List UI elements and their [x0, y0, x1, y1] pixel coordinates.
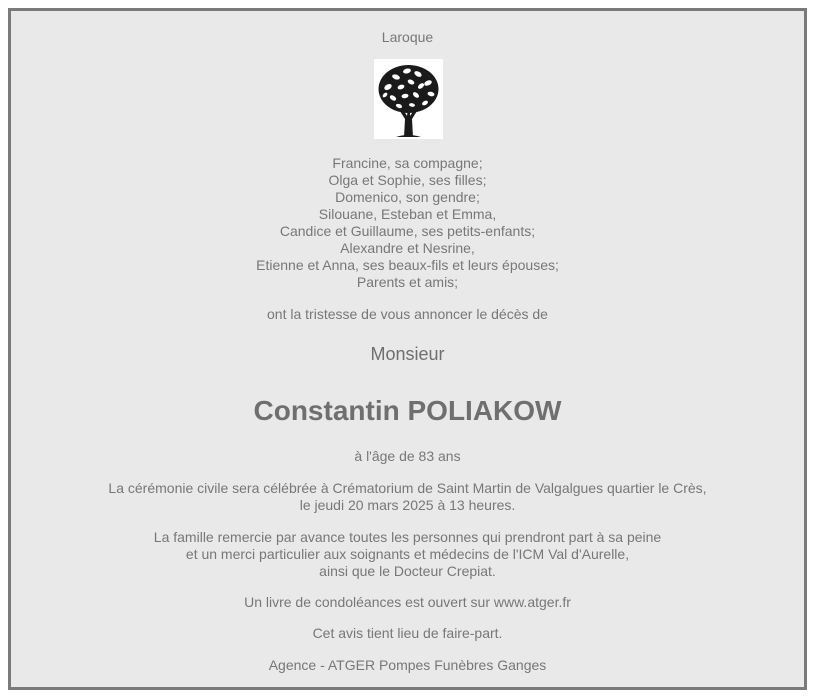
- age-text: à l'âge de 83 ans: [354, 448, 461, 464]
- deceased-name: Constantin POLIAKOW: [253, 395, 562, 426]
- family-line: Francine, sa compagne;: [332, 155, 483, 171]
- family-line: Silouane, Esteban et Emma,: [318, 206, 497, 222]
- civility-title: Monsieur: [370, 344, 445, 364]
- condolences-text: Un livre de condoléances est ouvert sur www.atger.fr: [244, 594, 571, 610]
- ceremony-line: La cérémonie civile sera célébrée à Crématorium de Saint Martin de Valgalgues quartier le Crès,: [108, 480, 707, 496]
- ceremony-line: le jeudi 20 mars 2025 à 13 heures.: [299, 497, 516, 513]
- thanks-line: et un merci particulier aux soignants et médecins de l'ICM Val d'Aurelle,: [185, 546, 630, 562]
- family-line: Etienne et Anna, ses beaux-fils et leurs épouses;: [256, 257, 559, 273]
- family-line: Candice et Guillaume, ses petits-enfants;: [279, 223, 536, 239]
- family-line: Parents et amis;: [356, 274, 459, 290]
- family-line: Domenico, son gendre;: [335, 189, 480, 205]
- thanks-line: ainsi que le Docteur Crepiat.: [319, 563, 496, 579]
- agency-name: Agence - ATGER Pompes Funèbres Ganges: [268, 657, 547, 673]
- family-list: [11, 155, 804, 291]
- thanks-message: [11, 529, 804, 580]
- family-line: Alexandre et Nesrine,: [340, 240, 475, 256]
- announcement-text: ont la tristesse de vous annoncer le décès de: [267, 306, 548, 322]
- town-name: Laroque: [381, 29, 434, 45]
- notice-text: Cet avis tient lieu de faire-part.: [312, 625, 503, 641]
- obituary-card: [8, 8, 807, 690]
- thanks-line: La famille remercie par avance toutes les personnes qui prendront part à sa peine: [153, 529, 662, 545]
- ceremony-info: [11, 480, 804, 514]
- family-line: Olga et Sophie, ses filles;: [328, 172, 487, 188]
- tree-icon: [374, 59, 443, 139]
